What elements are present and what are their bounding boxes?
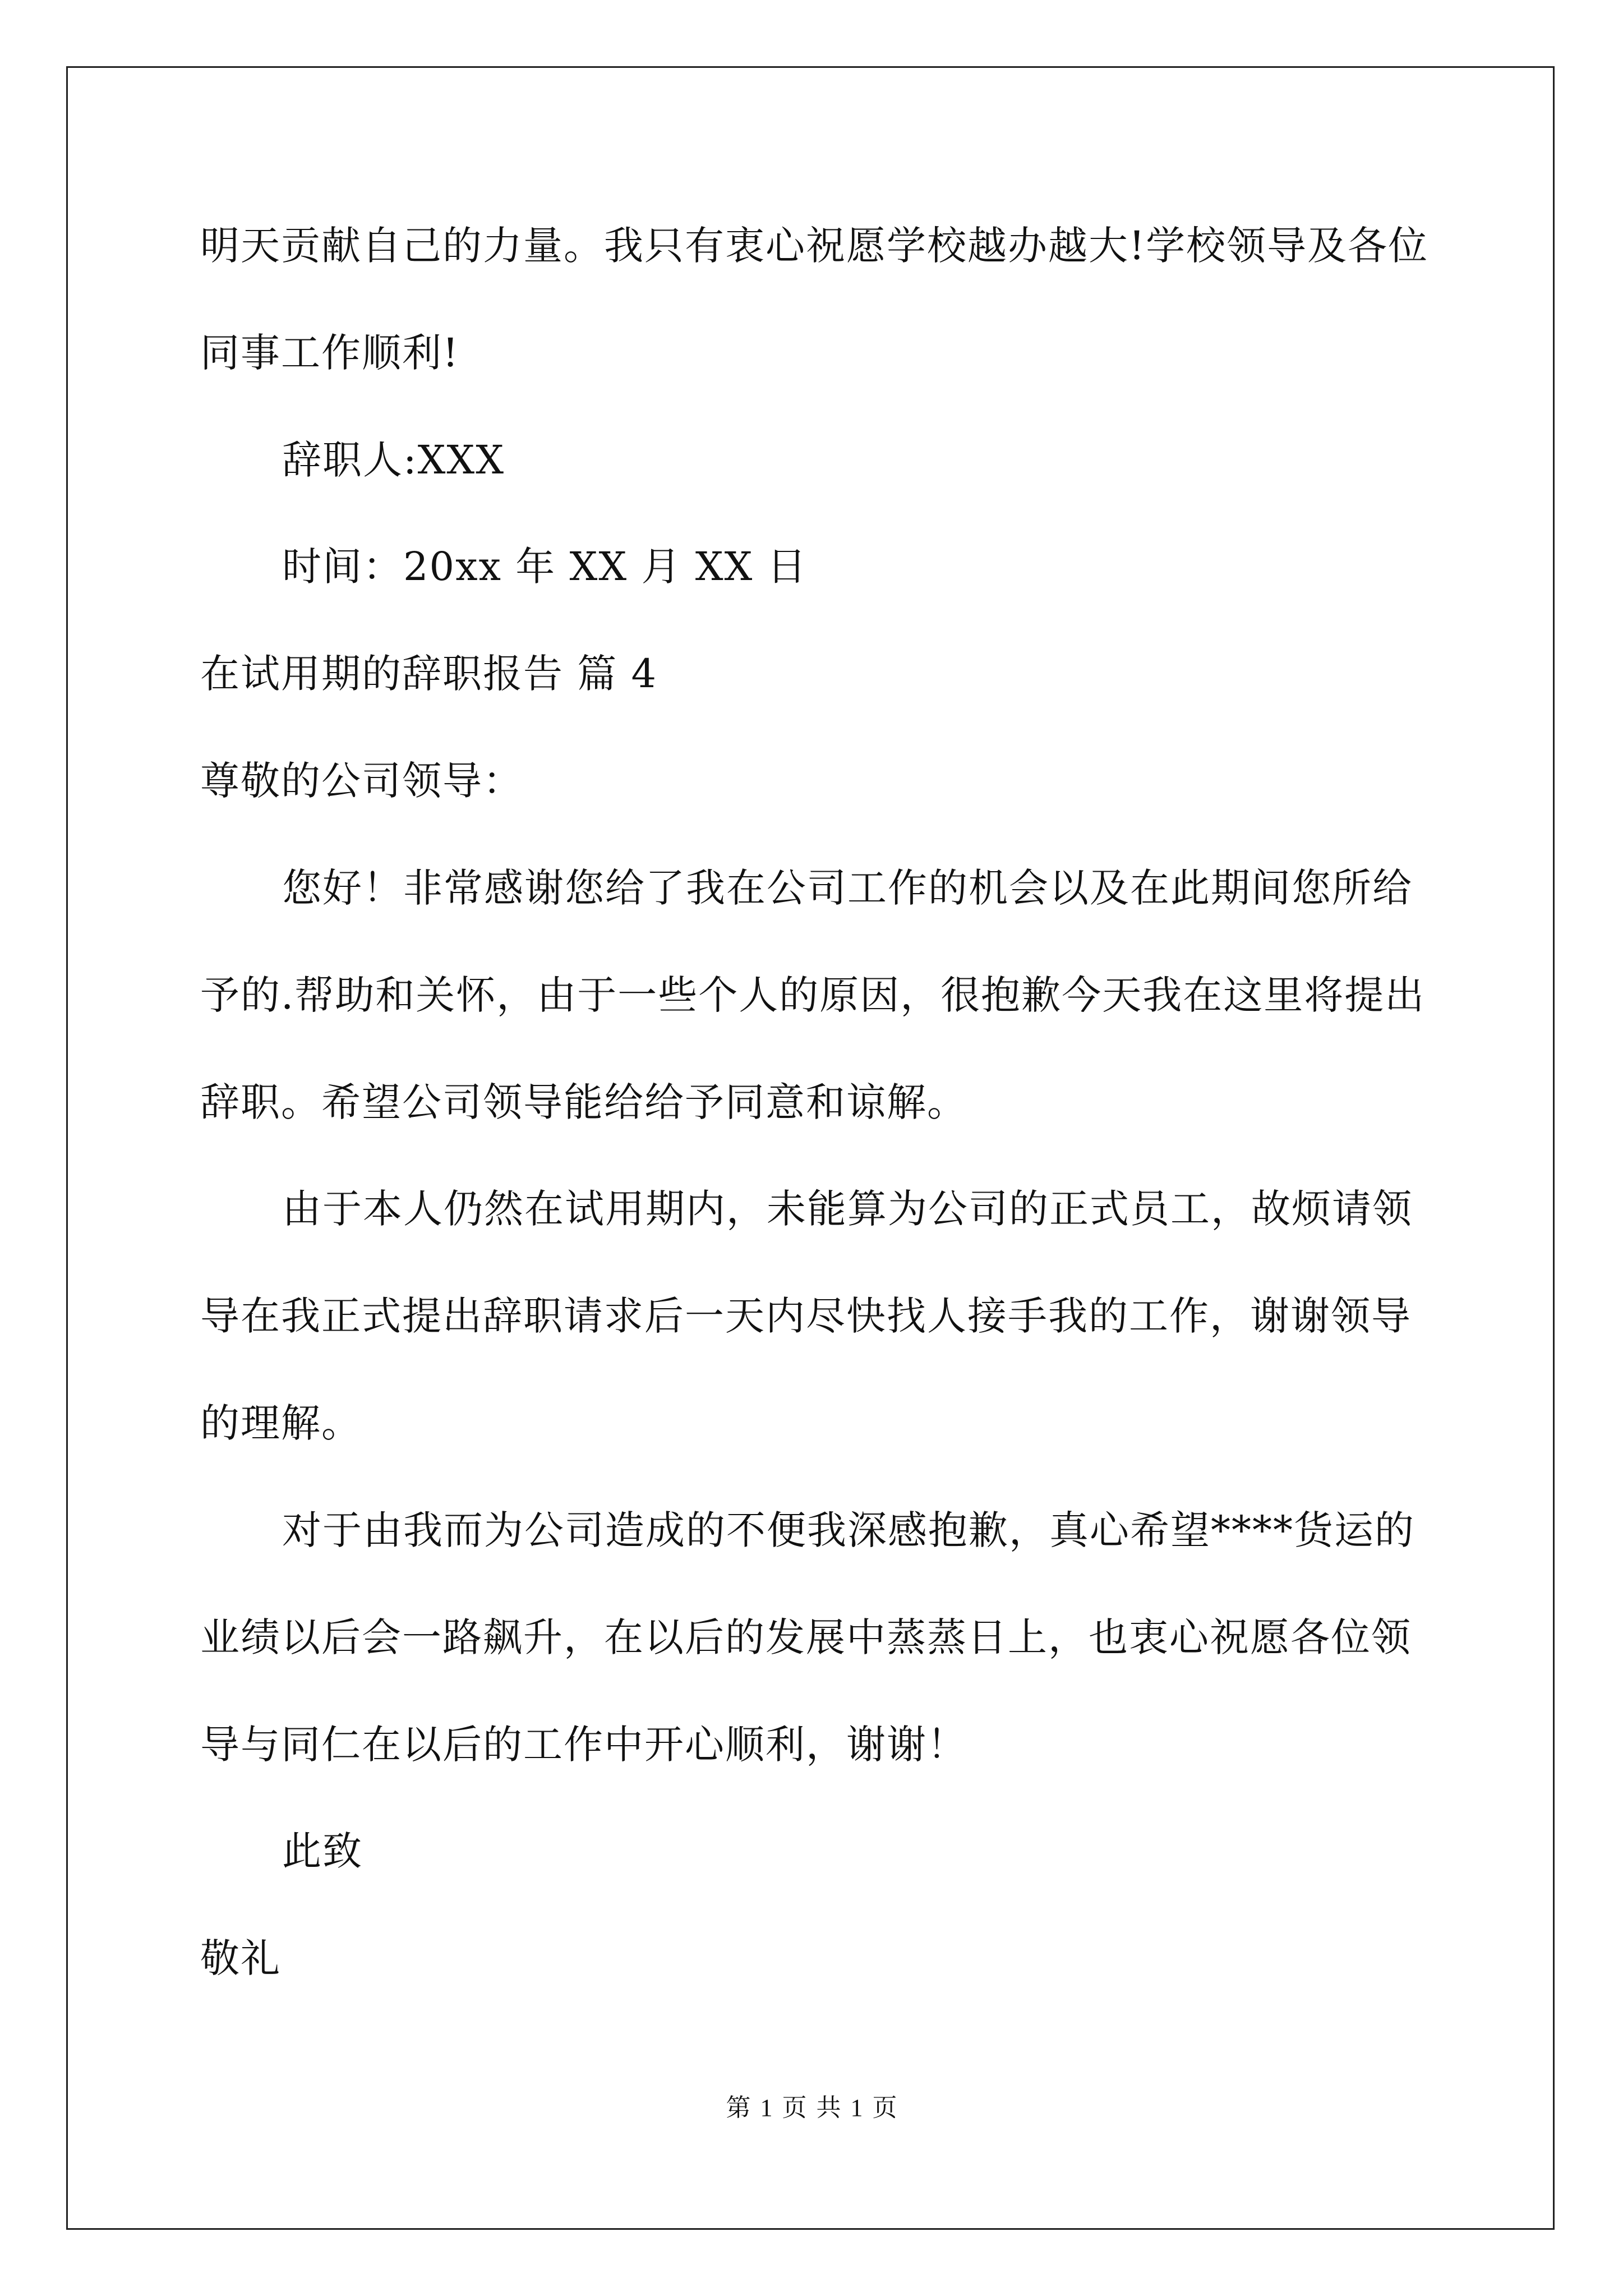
date-line: 时间：20xx 年 XX 月 XX 日 [282,544,808,590]
closing-line-2: 敬礼 [200,1935,281,1981]
section-heading: 在试用期的辞职报告 篇 4 [200,651,658,697]
paragraph-2-line-2: 导在我正式提出辞职请求后一天内尽快找人接手我的工作，谢谢领导 [200,1293,1412,1339]
page-footer: 第 1 页 共 1 页 [726,2094,897,2122]
text-line-1: 明天贡献自己的力量。我只有衷心祝愿学校越办越大!学校领导及各位 [200,223,1429,269]
paragraph-3-line-1: 对于由我而为公司造成的不便我深感抱歉，真心希望****货运的 [282,1507,1415,1553]
closing-line-1: 此致 [282,1828,363,1874]
paragraph-3-line-3: 导与同仁在以后的工作中开心顺利，谢谢！ [200,1722,967,1768]
page-border [66,66,1555,2230]
resignee-line: 辞职人:XXX [282,437,505,483]
salutation: 尊敬的公司领导： [200,758,523,804]
paragraph-3-line-2: 业绩以后会一路飙升，在以后的发展中蒸蒸日上，也衷心祝愿各位领 [200,1614,1412,1660]
paragraph-2-line-3: 的理解。 [200,1400,362,1446]
paragraph-2-line-1: 由于本人仍然在试用期内，未能算为公司的正式员工，故烦请领 [282,1186,1413,1232]
paragraph-1-line-3: 辞职。希望公司领导能给给予同意和谅解。 [200,1079,967,1125]
paragraph-1-line-2: 予的.帮助和关怀，由于一些个人的原因，很抱歉今天我在这里将提出 [200,972,1426,1018]
text-line-2: 同事工作顺利! [200,330,460,376]
paragraph-1-line-1: 您好！非常感谢您给了我在公司工作的机会以及在此期间您所给 [282,865,1413,911]
